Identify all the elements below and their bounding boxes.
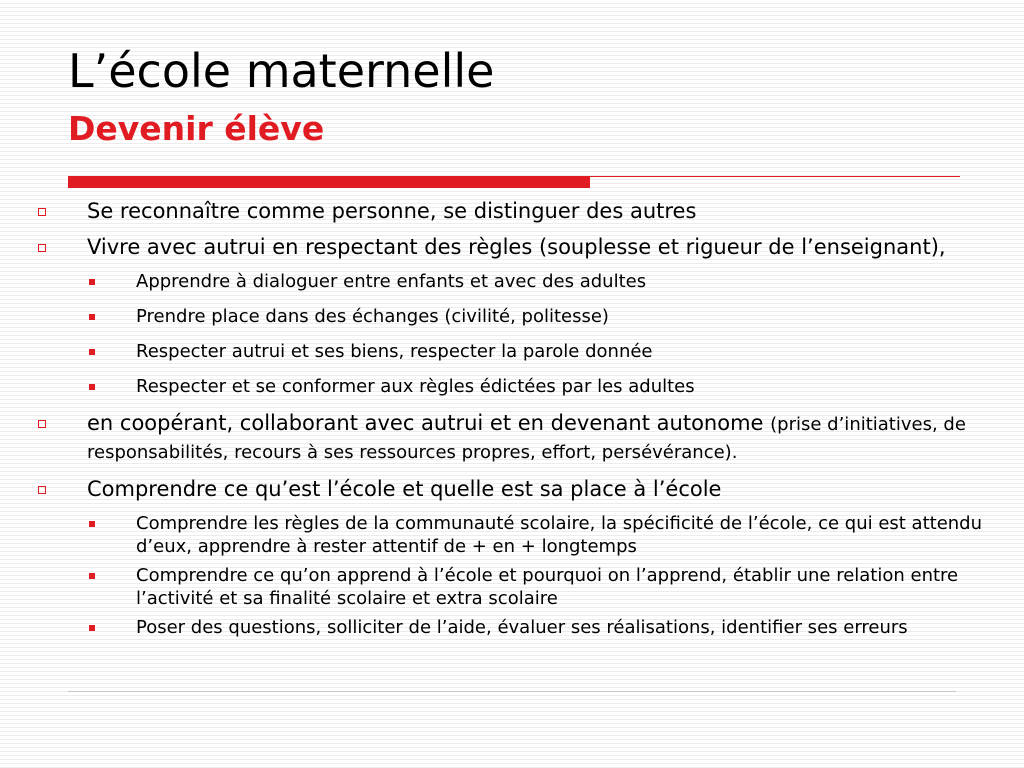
sub-list-item-text: Respecter et se conformer aux règles édictées par les adultes [136,376,695,397]
list-item [0,234,1024,260]
hollow-square-bullet-icon [38,420,46,428]
hollow-square-bullet-icon [38,486,46,494]
bottom-divider [68,691,956,692]
sub-list-item-text: Comprendre les règles de la communauté scolaire, la spécificité de l’école, ce qui est attendu d’eux, apprendre à rester attentif de + en + longtemps [136,513,983,557]
list-item-text: Se reconnaître comme personne, se distinguer des autres [87,199,697,223]
sub-list-item [0,340,1024,363]
list-item-text: en coopérant, collaborant avec autrui et en devenant autonome [87,411,771,435]
sub-list-item [0,305,1024,328]
filled-square-bullet-icon [89,521,95,527]
list-item-text: Vivre avec autrui en respectant des règles (souplesse et rigueur de l’enseignant), [87,235,946,259]
sub-list-item [0,375,1024,398]
sub-list-item [0,512,1024,558]
filled-square-bullet-icon [89,279,95,285]
list-item [0,198,1024,224]
filled-square-bullet-icon [89,314,95,320]
hollow-square-bullet-icon [38,208,46,216]
title-underline-bar [68,176,590,188]
title-underline-rule [590,176,960,177]
list-item [0,476,1024,502]
sub-list-item-text: Respecter autrui et ses biens, respecter la parole donnée [136,341,653,362]
sub-list-item-text: Poser des questions, solliciter de l’aide, évaluer ses réalisations, identifier ses erreurs [136,617,908,638]
sub-list-item-text: Apprendre à dialoguer entre enfants et avec des adultes [136,271,647,292]
sub-list-item [0,564,1024,610]
slide-title: L’école maternelle [68,44,495,98]
bullet-list [0,198,1024,645]
hollow-square-bullet-icon [38,244,46,252]
slide-subtitle: Devenir élève [68,109,325,148]
filled-square-bullet-icon [89,384,95,390]
list-item-text: Comprendre ce qu’est l’école et quelle est sa place à l’école [87,477,722,501]
sub-list-item [0,270,1024,293]
filled-square-bullet-icon [89,573,95,579]
filled-square-bullet-icon [89,349,95,355]
sub-list-item-text: Comprendre ce qu’on apprend à l’école et pourquoi on l’apprend, établir une relation entre l’activité et sa finalité scolaire et extra scolaire [136,565,959,609]
list-item-note: (prise d’initiatives, de responsabilités, recours à ses ressources propres, effort, persévérance). [87,414,966,463]
list-item [0,410,1024,466]
sub-list-item-text: Prendre place dans des échanges (civilité, politesse) [136,306,609,327]
filled-square-bullet-icon [89,625,95,631]
sub-list-item [0,616,1024,639]
